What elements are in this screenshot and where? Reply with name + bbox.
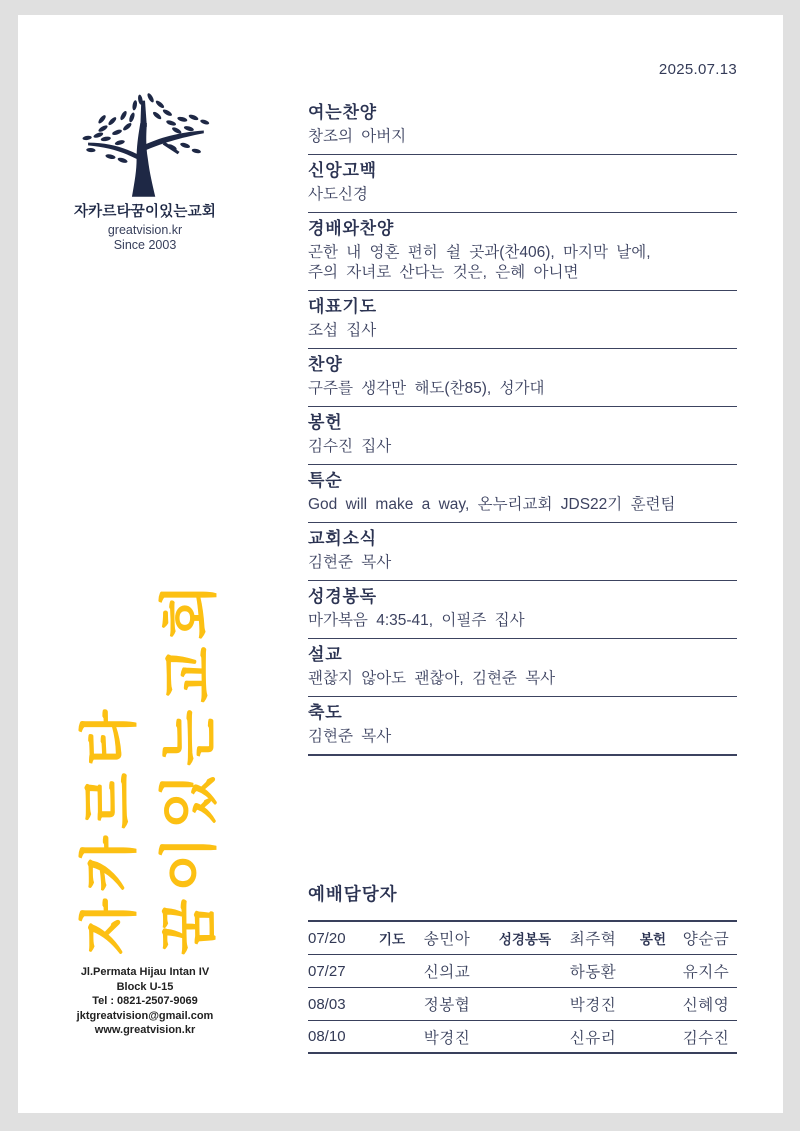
- contact-info: [45, 965, 245, 1038]
- scripture-name: 하동환: [569, 964, 617, 981]
- bulletin-date: 2025.07.13: [658, 61, 737, 78]
- section-line: 곤한 내 영혼 편히 쉴 곳과(찬406), 마지막 날에,: [308, 244, 651, 261]
- section-line: 김현준 목사: [308, 728, 392, 745]
- table-row: [308, 988, 737, 1021]
- worship-section-church-news: [308, 523, 737, 581]
- table-row: [308, 922, 737, 955]
- prayer-name: 신의교: [423, 964, 471, 981]
- section-line: 사도신경: [308, 186, 368, 203]
- section-line: God will make a way, 온누리교회 JDS22기 훈련팀: [308, 496, 676, 513]
- section-line: 김수진 집사: [308, 438, 392, 455]
- assignments-table: [308, 920, 737, 1054]
- vertical-church-name-banner: [70, 563, 232, 955]
- assignments-title: 예배담당자: [308, 884, 398, 904]
- table-row: [308, 1021, 737, 1054]
- offering-name: 양순금: [682, 931, 730, 948]
- row-date: 07/20: [308, 929, 346, 947]
- section-title: 경배와찬양: [308, 219, 395, 238]
- worship-section-representative-prayer: [308, 291, 737, 349]
- prayer-name: 송민아: [423, 931, 471, 948]
- section-title: 특순: [308, 471, 343, 490]
- section-title: 찬양: [308, 355, 343, 374]
- section-title: 교회소식: [308, 529, 377, 548]
- section-line: 창조의 아버지: [308, 128, 407, 145]
- scripture-name: 신유리: [569, 1029, 617, 1047]
- section-title: 봉헌: [308, 413, 343, 432]
- order-of-worship-list: [308, 103, 737, 756]
- scripture-name: 박경진: [569, 997, 617, 1014]
- section-title: 대표기도: [308, 297, 377, 316]
- contact-tel: Tel : 0821-2507-9069: [92, 995, 198, 1007]
- section-line: 구주를 생각만 해도(찬85), 성가대: [308, 380, 545, 397]
- section-title: 신앙고백: [308, 161, 377, 180]
- contact-address-line1: Jl.Permata Hijau Intan IV: [80, 966, 210, 978]
- section-line: 마가복음 4:35-41, 이필주 집사: [308, 612, 525, 629]
- offering-name: 유지수: [682, 964, 730, 981]
- banner-line-1: 자카르타: [77, 702, 142, 955]
- worship-section-scripture-reading: [308, 581, 737, 639]
- contact-website: www.greatvision.kr: [94, 1024, 196, 1036]
- table-row: [308, 955, 737, 988]
- scripture-name: 최주혁: [569, 931, 617, 948]
- contact-email: jktgreatvision@gmail.com: [76, 1009, 214, 1022]
- bulletin-page: [18, 15, 783, 1113]
- col-label-scripture: 성경봉독: [498, 932, 551, 947]
- worship-section-praise-worship: [308, 213, 737, 291]
- banner-line-2: 꿈이있는교회: [157, 576, 222, 955]
- worship-section-confession: [308, 155, 737, 213]
- worship-section-special-performance: [308, 465, 737, 523]
- offering-name: 신혜영: [682, 997, 730, 1014]
- worship-section-offering: [308, 407, 737, 465]
- section-line: 괜찮지 않아도 괜찮아, 김현준 목사: [308, 670, 556, 687]
- prayer-name: 박경진: [423, 1029, 471, 1047]
- section-title: 성경봉독: [308, 587, 377, 606]
- logo-since: Since 2003: [113, 238, 177, 252]
- section-title: 설교: [308, 645, 343, 664]
- section-line: 주의 자녀로 산다는 것은, 은혜 아니면: [308, 264, 579, 281]
- row-date: 08/10: [308, 1028, 346, 1045]
- logo-church-name: 자카르타꿈이있는교회: [73, 204, 217, 220]
- col-label-prayer: 기도: [378, 932, 405, 947]
- section-line: 조섭 집사: [308, 322, 377, 339]
- church-logo: [45, 91, 245, 252]
- worship-section-sermon: [308, 639, 737, 697]
- worship-section-benediction: [308, 697, 737, 756]
- offering-name: 김수진: [682, 1029, 730, 1047]
- prayer-name: 정봉협: [423, 997, 471, 1014]
- section-title: 축도: [308, 703, 343, 722]
- church-logo-tree-icon: [75, 91, 215, 197]
- section-line: 김현준 목사: [308, 554, 392, 571]
- section-title: 여는찬양: [308, 103, 377, 122]
- worship-assignments: [308, 881, 737, 1054]
- worship-section-opening-praise: [308, 103, 737, 155]
- contact-address-line2: Block U-15: [116, 980, 174, 993]
- row-date: 08/03: [308, 995, 346, 1013]
- logo-website: greatvision.kr: [107, 223, 183, 237]
- row-date: 07/27: [308, 962, 346, 980]
- col-label-offering: 봉헌: [639, 932, 666, 947]
- worship-section-anthem: [308, 349, 737, 407]
